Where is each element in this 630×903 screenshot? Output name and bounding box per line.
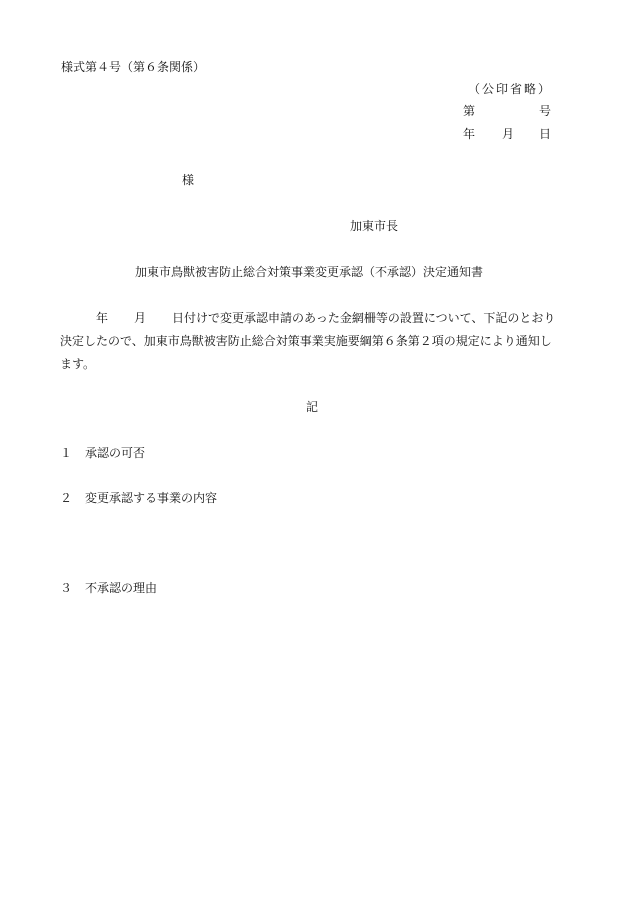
- date-year-label: 年: [463, 127, 476, 141]
- item-number: ２: [60, 491, 73, 505]
- item-number: １: [60, 446, 73, 460]
- list-item: [60, 580, 157, 596]
- item-label: 不承認の理由: [85, 581, 158, 595]
- item-label: 承認の可否: [85, 446, 146, 460]
- form-number: 様式第４号（第６条関係）: [61, 60, 206, 74]
- ki-heading: 記: [306, 400, 319, 414]
- item-number: ３: [60, 581, 73, 595]
- addressee-honorific: 様: [182, 173, 195, 187]
- body-text-line-2: 決定したので、加東市鳥獣被害防止総合対策事業実施要綱第６条第２項の規定により通知し: [60, 334, 552, 348]
- list-item: [60, 490, 217, 506]
- body-month-label: 月: [134, 311, 147, 325]
- date-day-label: 日: [539, 127, 552, 141]
- body-text-line-1: 日付けで変更承認申請のあった金網柵等の設置について、下記のとおり: [172, 311, 556, 325]
- document-number-suffix: 号: [539, 104, 552, 118]
- date-month-label: 月: [502, 127, 515, 141]
- body-text-line-3: ます。: [60, 357, 96, 371]
- seal-omitted-note: （公印省略）: [468, 82, 553, 96]
- document-number-prefix: 第: [463, 104, 476, 118]
- sender-name: 加東市長: [350, 219, 399, 233]
- list-item: [60, 445, 145, 461]
- item-label: 変更承認する事業の内容: [85, 491, 218, 505]
- body-year-label: 年: [96, 311, 109, 325]
- document-title: 加東市鳥獣被害防止総合対策事業変更承認（不承認）決定通知書: [135, 265, 484, 279]
